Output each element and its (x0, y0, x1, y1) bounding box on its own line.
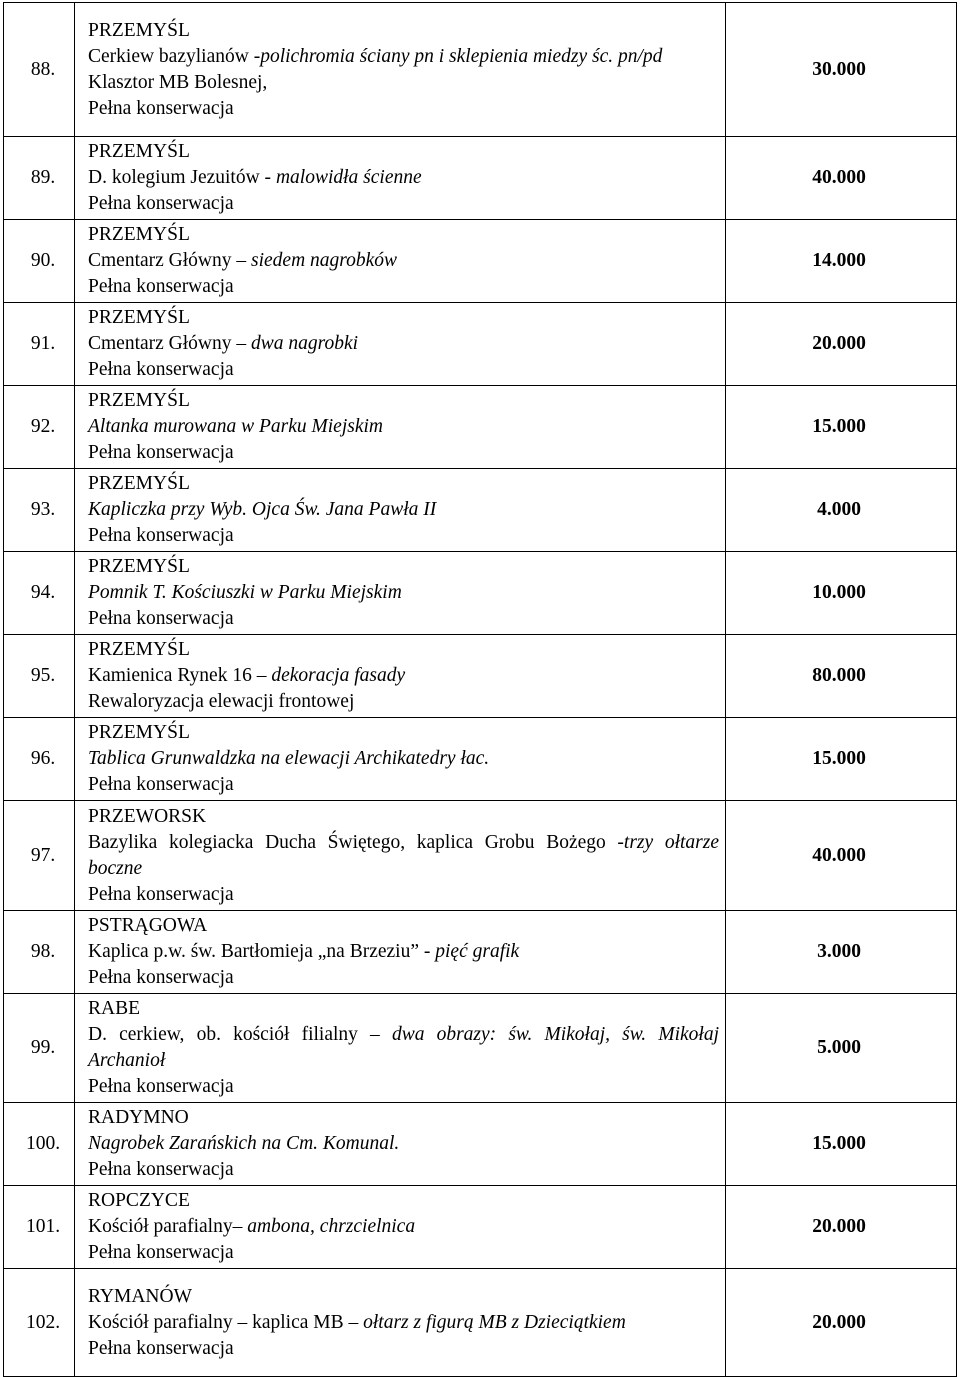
location-name: ROPCZYCE (88, 1190, 190, 1211)
work-scope: Pełna konserwacja (88, 97, 234, 119)
grant-amount (726, 635, 957, 718)
row-number-text: 93. (30, 499, 56, 520)
grant-amount (726, 1186, 957, 1269)
row-number (4, 220, 75, 303)
grant-amount-text: 20.000 (812, 333, 866, 354)
location-name: PRZEMYŚL (88, 473, 190, 494)
table-row (4, 911, 957, 994)
table-row (4, 718, 957, 801)
grant-amount-text: 10.000 (812, 582, 866, 603)
grant-amount-text: 14.000 (812, 250, 866, 271)
grant-amount (726, 552, 957, 635)
row-number (4, 552, 75, 635)
row-description (75, 3, 726, 137)
location-name: PRZEMYŚL (88, 19, 190, 41)
object-description: D. kolegium Jezuitów - malowidła ścienne (88, 167, 422, 188)
row-number (4, 718, 75, 801)
row-description (75, 1186, 726, 1269)
table-row (4, 994, 957, 1103)
object-description: Altanka murowana w Parku Miejskim (88, 416, 383, 437)
row-description (75, 1103, 726, 1186)
work-scope: Pełna konserwacja (88, 525, 234, 546)
location-name: PRZEMYŚL (88, 556, 190, 577)
object-description: Pomnik T. Kościuszki w Parku Miejskim (88, 582, 402, 603)
row-number (4, 994, 75, 1103)
grant-amount (726, 994, 957, 1103)
grant-amount (726, 911, 957, 994)
location-name: PRZEMYŚL (88, 390, 190, 411)
grant-amount-text: 5.000 (817, 1037, 861, 1058)
object-description: Kapliczka przy Wyb. Ojca Św. Jana Pawła II (88, 499, 437, 520)
grant-amount-text: 15.000 (812, 748, 866, 769)
row-description (75, 1269, 726, 1377)
table-row (4, 635, 957, 718)
grant-amount-text: 30.000 (812, 58, 866, 80)
grant-amount (726, 1103, 957, 1186)
row-number (4, 386, 75, 469)
object-description: Kościół parafialny– ambona, chrzcielnica (88, 1216, 416, 1237)
location-name: PRZEWORSK (88, 805, 207, 827)
work-scope: Pełna konserwacja (88, 193, 234, 214)
table-row (4, 220, 957, 303)
row-description (75, 994, 726, 1103)
object-description: Tablica Grunwaldzka na elewacji Archikatedry łac. (88, 748, 490, 769)
table-row (4, 3, 957, 137)
row-number-text: 95. (30, 665, 56, 686)
row-description (75, 552, 726, 635)
row-number-text: 98. (30, 941, 56, 962)
row-number (4, 801, 75, 911)
object-subtitle: Klasztor MB Bolesnej, (88, 71, 268, 93)
table-row (4, 1269, 957, 1377)
location-name: PSTRĄGOWA (88, 915, 208, 936)
object-description: Cmentarz Główny – siedem nagrobków (88, 250, 398, 271)
row-number-text: 90. (30, 250, 56, 271)
grant-amount-text: 20.000 (812, 1216, 866, 1237)
grant-amount-text: 15.000 (812, 1133, 866, 1154)
row-number (4, 469, 75, 552)
location-name: RYMANÓW (88, 1285, 193, 1307)
row-number-text: 91. (30, 333, 56, 354)
object-description: D. cerkiew, ob. kościół filialny – dwa obrazy: św. Mikołaj, św. Mikołaj Archanioł (88, 1024, 719, 1071)
work-scope: Rewaloryzacja elewacji frontowej (88, 691, 355, 712)
grant-amount (726, 386, 957, 469)
grant-amount (726, 801, 957, 911)
grant-amount-text: 15.000 (812, 416, 866, 437)
object-description: Kościół parafialny – kaplica MB – ołtarz z figurą MB z Dzieciątkiem (88, 1311, 626, 1333)
row-number-text: 92. (30, 416, 56, 437)
object-description: Kaplica p.w. św. Bartłomieja „na Brzeziu” - pięć grafik (88, 941, 520, 962)
row-number-text: 97. (30, 844, 56, 866)
location-name: PRZEMYŚL (88, 639, 190, 660)
row-number (4, 303, 75, 386)
object-description: Nagrobek Zarańskich na Cm. Komunal. (88, 1133, 400, 1154)
row-description (75, 386, 726, 469)
table-row (4, 801, 957, 911)
table-row (4, 303, 957, 386)
grant-amount (726, 220, 957, 303)
row-number-text: 96. (30, 748, 56, 769)
object-description: Kamienica Rynek 16 – dekoracja fasady (88, 665, 406, 686)
row-description (75, 137, 726, 220)
row-description (75, 469, 726, 552)
row-number-text: 99. (30, 1037, 56, 1058)
grant-amount-text: 80.000 (812, 665, 866, 686)
row-number-text: 89. (30, 167, 56, 188)
location-name: PRZEMYŚL (88, 722, 190, 743)
object-description: Cmentarz Główny – dwa nagrobki (88, 333, 359, 354)
location-name: RABE (88, 998, 141, 1019)
work-scope: Pełna konserwacja (88, 1242, 234, 1263)
table-row (4, 1186, 957, 1269)
grant-amount (726, 3, 957, 137)
work-scope: Pełna konserwacja (88, 883, 234, 905)
work-scope: Pełna konserwacja (88, 967, 234, 988)
table-row (4, 386, 957, 469)
row-number (4, 635, 75, 718)
work-scope: Pełna konserwacja (88, 442, 234, 463)
work-scope: Pełna konserwacja (88, 774, 234, 795)
object-description: Bazylika kolegiacka Ducha Świętego, kaplica Grobu Bożego -trzy ołtarze boczne (88, 831, 719, 879)
row-number-text: 101. (25, 1216, 61, 1237)
location-name: PRZEMYŚL (88, 307, 190, 328)
grant-amount (726, 137, 957, 220)
work-scope: Pełna konserwacja (88, 608, 234, 629)
row-number-text: 94. (30, 582, 56, 603)
row-description (75, 303, 726, 386)
table-row (4, 1103, 957, 1186)
grant-amount (726, 469, 957, 552)
row-number-text: 88. (30, 58, 56, 80)
row-number (4, 1269, 75, 1377)
row-number (4, 137, 75, 220)
object-description: Cerkiew bazylianów -polichromia ściany pn i sklepienia miedzy śc. pn/pd (88, 45, 663, 67)
location-name: PRZEMYŚL (88, 141, 190, 162)
row-description (75, 718, 726, 801)
row-number (4, 3, 75, 137)
grants-table (3, 2, 957, 1377)
row-number (4, 1186, 75, 1269)
work-scope: Pełna konserwacja (88, 1076, 234, 1097)
grant-amount-text: 3.000 (817, 941, 861, 962)
table-row (4, 552, 957, 635)
location-name: PRZEMYŚL (88, 224, 190, 245)
work-scope: Pełna konserwacja (88, 276, 234, 297)
row-description (75, 801, 726, 911)
row-description (75, 635, 726, 718)
grant-amount (726, 718, 957, 801)
row-number-text: 100. (25, 1133, 61, 1154)
row-description (75, 220, 726, 303)
grant-amount (726, 1269, 957, 1377)
row-number (4, 911, 75, 994)
location-name: RADYMNO (88, 1107, 189, 1128)
grant-amount-text: 40.000 (812, 167, 866, 188)
work-scope: Pełna konserwacja (88, 1159, 234, 1180)
work-scope: Pełna konserwacja (88, 359, 234, 380)
grant-amount (726, 303, 957, 386)
grants-table-body (4, 3, 957, 1377)
row-number-text: 102. (25, 1311, 61, 1333)
table-row (4, 469, 957, 552)
grant-amount-text: 20.000 (812, 1311, 866, 1333)
grant-amount-text: 4.000 (817, 499, 861, 520)
row-description (75, 911, 726, 994)
table-row (4, 137, 957, 220)
row-number (4, 1103, 75, 1186)
work-scope: Pełna konserwacja (88, 1337, 234, 1359)
grant-amount-text: 40.000 (812, 844, 866, 866)
